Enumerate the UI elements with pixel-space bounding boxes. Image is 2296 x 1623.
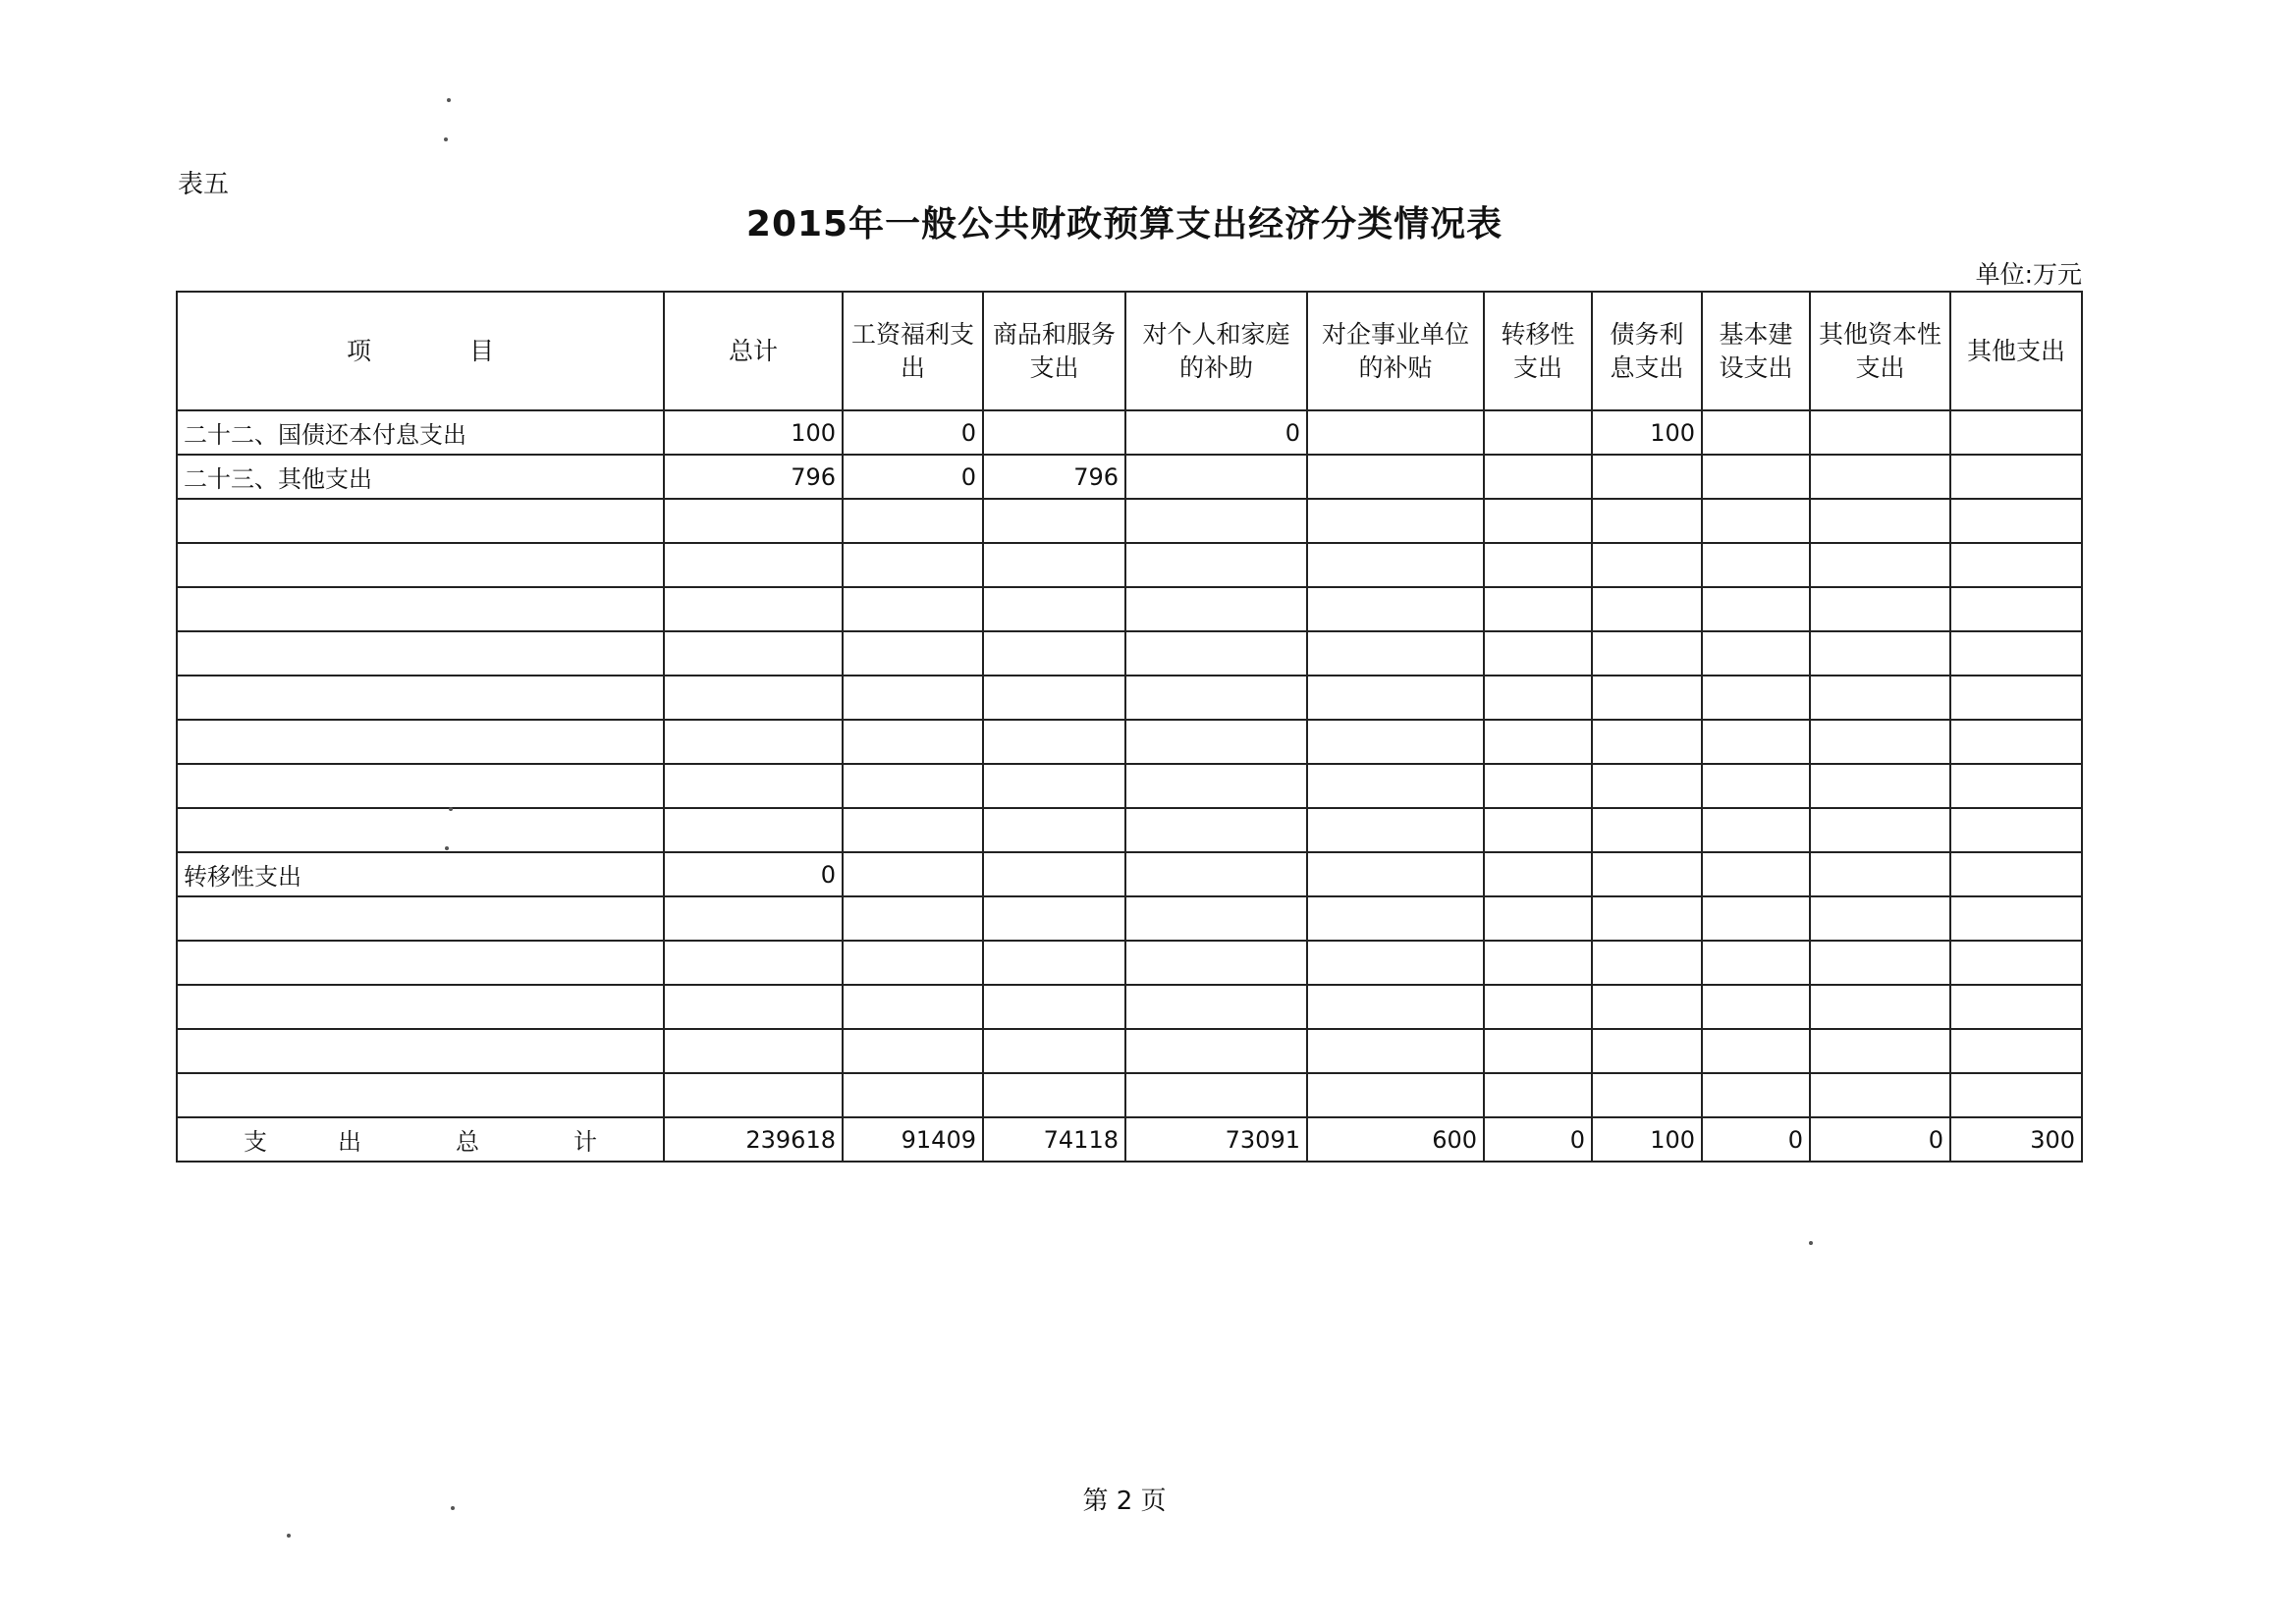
- row-cell: [1810, 410, 1950, 455]
- total-cell: 0: [1810, 1117, 1950, 1162]
- row-cell: [1810, 1073, 1950, 1117]
- table-row: [177, 1073, 2082, 1117]
- row-cell: [1702, 1073, 1810, 1117]
- row-cell: [983, 941, 1125, 985]
- row-cell: [1810, 852, 1950, 896]
- table-row: [177, 896, 2082, 941]
- row-cell: [1125, 1073, 1307, 1117]
- row-cell: 796: [664, 455, 843, 499]
- row-cell: [1810, 543, 1950, 587]
- row-cell: [983, 587, 1125, 631]
- row-cell: [1592, 543, 1702, 587]
- row-cell: [1810, 896, 1950, 941]
- row-cell: [1484, 587, 1592, 631]
- row-cell: [1950, 852, 2082, 896]
- total-cell: 300: [1950, 1117, 2082, 1162]
- scan-speck: [449, 807, 453, 811]
- row-cell: [1950, 941, 2082, 985]
- table-row: [177, 985, 2082, 1029]
- header-c4: 对企事业单位的补贴: [1307, 292, 1484, 410]
- row-cell: [1950, 808, 2082, 852]
- row-cell: [983, 631, 1125, 676]
- row-cell: [1484, 499, 1592, 543]
- row-cell: [1592, 587, 1702, 631]
- row-cell: [983, 720, 1125, 764]
- row-cell: [1307, 499, 1484, 543]
- row-cell: 796: [983, 455, 1125, 499]
- row-cell: [1592, 1029, 1702, 1073]
- row-cell: [1702, 720, 1810, 764]
- row-cell: [1810, 455, 1950, 499]
- table-row: [177, 410, 2082, 455]
- row-cell: [664, 587, 843, 631]
- header-item: 项 目: [177, 292, 664, 410]
- row-cell: [1702, 587, 1810, 631]
- row-cell: [1702, 896, 1810, 941]
- row-cell: [1484, 720, 1592, 764]
- row-cell: [1307, 1073, 1484, 1117]
- scan-speck: [1809, 1241, 1813, 1245]
- row-cell: [1125, 808, 1307, 852]
- row-cell: [1950, 499, 2082, 543]
- total-label: 支 出 总 计: [177, 1117, 664, 1162]
- row-cell: [1702, 499, 1810, 543]
- row-cell: [843, 720, 983, 764]
- row-cell: [1810, 631, 1950, 676]
- row-item-name: [177, 499, 664, 543]
- row-cell: [983, 1029, 1125, 1073]
- row-cell: [1307, 764, 1484, 808]
- row-cell: [1592, 455, 1702, 499]
- row-cell: [1702, 852, 1810, 896]
- page-number: 第 2 页: [1082, 1487, 1167, 1516]
- row-cell: [664, 985, 843, 1029]
- row-cell: [1307, 941, 1484, 985]
- row-cell: [1484, 1029, 1592, 1073]
- row-cell: [1950, 896, 2082, 941]
- total-cell: 239618: [664, 1117, 843, 1162]
- table-row: [177, 587, 2082, 631]
- row-cell: [1484, 896, 1592, 941]
- row-item-name: [177, 808, 664, 852]
- row-cell: [664, 1029, 843, 1073]
- row-cell: [1484, 455, 1592, 499]
- row-cell: 100: [664, 410, 843, 455]
- row-cell: [1810, 808, 1950, 852]
- scan-speck: [287, 1534, 291, 1538]
- row-item-name: 转移性支出: [177, 852, 664, 896]
- row-cell: [1307, 587, 1484, 631]
- row-cell: [843, 499, 983, 543]
- row-item-name: [177, 941, 664, 985]
- row-cell: [1307, 1029, 1484, 1073]
- row-cell: [1702, 808, 1810, 852]
- row-cell: [1307, 455, 1484, 499]
- row-item-name: [177, 587, 664, 631]
- row-cell: [1125, 676, 1307, 720]
- row-cell: 100: [1592, 410, 1702, 455]
- row-cell: [1125, 941, 1307, 985]
- row-cell: [1125, 455, 1307, 499]
- row-cell: [1950, 1029, 2082, 1073]
- row-cell: [664, 941, 843, 985]
- row-cell: [1810, 587, 1950, 631]
- row-cell: [1702, 985, 1810, 1029]
- row-cell: [1484, 808, 1592, 852]
- total-cell: 0: [1702, 1117, 1810, 1162]
- row-cell: [1307, 896, 1484, 941]
- row-cell: [1307, 543, 1484, 587]
- header-c6: 债务利息支出: [1592, 292, 1702, 410]
- row-cell: [1484, 676, 1592, 720]
- row-cell: [1950, 543, 2082, 587]
- unit-label: 单位:万元: [1975, 260, 2082, 289]
- header-c1: 工资福利支出: [843, 292, 983, 410]
- header-c8: 其他资本性支出: [1810, 292, 1950, 410]
- header-c3: 对个人和家庭的补助: [1125, 292, 1307, 410]
- row-cell: 0: [843, 455, 983, 499]
- table-row: [177, 764, 2082, 808]
- row-cell: [1592, 1073, 1702, 1117]
- row-cell: [1950, 587, 2082, 631]
- header-c7: 基本建设支出: [1702, 292, 1810, 410]
- table-row: [177, 455, 2082, 499]
- row-cell: [1702, 455, 1810, 499]
- row-cell: [1592, 852, 1702, 896]
- row-item-name: [177, 1029, 664, 1073]
- table-row: [177, 676, 2082, 720]
- table-row: [177, 1029, 2082, 1073]
- row-cell: [664, 1073, 843, 1117]
- row-cell: [1307, 808, 1484, 852]
- row-cell: [1592, 764, 1702, 808]
- row-cell: [1307, 410, 1484, 455]
- row-cell: [843, 1073, 983, 1117]
- total-row: [177, 1117, 2082, 1162]
- row-cell: [1950, 1073, 2082, 1117]
- row-cell: [1592, 631, 1702, 676]
- row-cell: 0: [843, 410, 983, 455]
- row-cell: [1810, 676, 1950, 720]
- row-cell: [983, 543, 1125, 587]
- row-cell: [983, 896, 1125, 941]
- row-cell: [1702, 543, 1810, 587]
- row-cell: [843, 676, 983, 720]
- row-cell: [1125, 499, 1307, 543]
- row-cell: [1950, 720, 2082, 764]
- row-item-name: [177, 676, 664, 720]
- row-cell: [1702, 764, 1810, 808]
- row-cell: [843, 1029, 983, 1073]
- row-cell: [1810, 720, 1950, 764]
- row-cell: [1702, 941, 1810, 985]
- row-cell: [1125, 587, 1307, 631]
- row-cell: [1950, 631, 2082, 676]
- row-cell: [843, 587, 983, 631]
- row-cell: [1307, 985, 1484, 1029]
- row-cell: [1592, 499, 1702, 543]
- row-cell: [1484, 941, 1592, 985]
- row-cell: [1702, 410, 1810, 455]
- row-cell: [1125, 764, 1307, 808]
- row-cell: [983, 676, 1125, 720]
- header-c9: 其他支出: [1950, 292, 2082, 410]
- row-cell: [843, 764, 983, 808]
- row-cell: [1592, 720, 1702, 764]
- row-cell: [1307, 720, 1484, 764]
- row-cell: [843, 543, 983, 587]
- total-cell: 74118: [983, 1117, 1125, 1162]
- row-cell: [1484, 410, 1592, 455]
- table-body: [177, 410, 2082, 1117]
- table-row: [177, 941, 2082, 985]
- page-title: 2015年一般公共财政预算支出经济分类情况表: [745, 204, 1503, 244]
- row-cell: [1702, 631, 1810, 676]
- total-cell: 600: [1307, 1117, 1484, 1162]
- row-cell: [1950, 676, 2082, 720]
- row-cell: [1592, 941, 1702, 985]
- row-item-name: [177, 896, 664, 941]
- table-row: [177, 543, 2082, 587]
- row-cell: [1125, 631, 1307, 676]
- row-item-name: 二十二、国债还本付息支出: [177, 410, 664, 455]
- row-cell: [1484, 764, 1592, 808]
- table-row: [177, 499, 2082, 543]
- row-cell: [664, 676, 843, 720]
- row-cell: [1307, 676, 1484, 720]
- row-item-name: [177, 764, 664, 808]
- row-cell: [1950, 455, 2082, 499]
- row-cell: 0: [1125, 410, 1307, 455]
- row-cell: [1810, 499, 1950, 543]
- row-cell: [983, 410, 1125, 455]
- table-row: [177, 631, 2082, 676]
- row-cell: [1307, 852, 1484, 896]
- total-cell: 91409: [843, 1117, 983, 1162]
- scan-speck: [451, 1506, 455, 1510]
- row-cell: [1810, 985, 1950, 1029]
- row-cell: [1125, 1029, 1307, 1073]
- row-cell: [983, 985, 1125, 1029]
- row-cell: [1125, 543, 1307, 587]
- scan-speck: [445, 846, 449, 850]
- row-item-name: 二十三、其他支出: [177, 455, 664, 499]
- row-item-name: [177, 631, 664, 676]
- header-row: [177, 292, 2082, 410]
- row-cell: [1810, 1029, 1950, 1073]
- row-cell: [983, 852, 1125, 896]
- table-row: [177, 720, 2082, 764]
- row-cell: [1125, 985, 1307, 1029]
- row-cell: [664, 896, 843, 941]
- row-cell: [843, 852, 983, 896]
- header-c2: 商品和服务支出: [983, 292, 1125, 410]
- row-cell: [664, 808, 843, 852]
- row-cell: [1484, 985, 1592, 1029]
- row-cell: [843, 808, 983, 852]
- row-cell: [664, 543, 843, 587]
- row-cell: [1484, 852, 1592, 896]
- row-cell: [1484, 1073, 1592, 1117]
- row-cell: [1950, 985, 2082, 1029]
- row-cell: [983, 499, 1125, 543]
- row-cell: [1950, 764, 2082, 808]
- row-cell: [843, 631, 983, 676]
- row-cell: [983, 808, 1125, 852]
- header-total: 总计: [664, 292, 843, 410]
- row-cell: [1810, 764, 1950, 808]
- expenditure-table: [176, 291, 2083, 1163]
- row-cell: [1702, 676, 1810, 720]
- row-cell: [1592, 808, 1702, 852]
- row-cell: [1950, 410, 2082, 455]
- row-cell: [1125, 896, 1307, 941]
- row-cell: [1125, 852, 1307, 896]
- row-item-name: [177, 543, 664, 587]
- row-cell: [1592, 985, 1702, 1029]
- row-item-name: [177, 1073, 664, 1117]
- row-item-name: [177, 720, 664, 764]
- scan-speck: [447, 98, 451, 102]
- row-cell: [1592, 676, 1702, 720]
- row-cell: [1702, 1029, 1810, 1073]
- row-cell: [1484, 543, 1592, 587]
- table-label: 表五: [178, 170, 230, 199]
- row-cell: [664, 499, 843, 543]
- row-item-name: [177, 985, 664, 1029]
- scan-speck: [444, 137, 448, 141]
- row-cell: [843, 985, 983, 1029]
- row-cell: [1484, 631, 1592, 676]
- row-cell: 0: [664, 852, 843, 896]
- row-cell: [843, 941, 983, 985]
- row-cell: [664, 764, 843, 808]
- row-cell: [1125, 720, 1307, 764]
- row-cell: [664, 631, 843, 676]
- row-cell: [983, 764, 1125, 808]
- row-cell: [843, 896, 983, 941]
- row-cell: [983, 1073, 1125, 1117]
- row-cell: [1592, 896, 1702, 941]
- row-cell: [1307, 631, 1484, 676]
- total-cell: 0: [1484, 1117, 1592, 1162]
- total-cell: 100: [1592, 1117, 1702, 1162]
- header-c5: 转移性支出: [1484, 292, 1592, 410]
- total-cell: 73091: [1125, 1117, 1307, 1162]
- row-cell: [1810, 941, 1950, 985]
- table-row: [177, 852, 2082, 896]
- row-cell: [664, 720, 843, 764]
- table-row: [177, 808, 2082, 852]
